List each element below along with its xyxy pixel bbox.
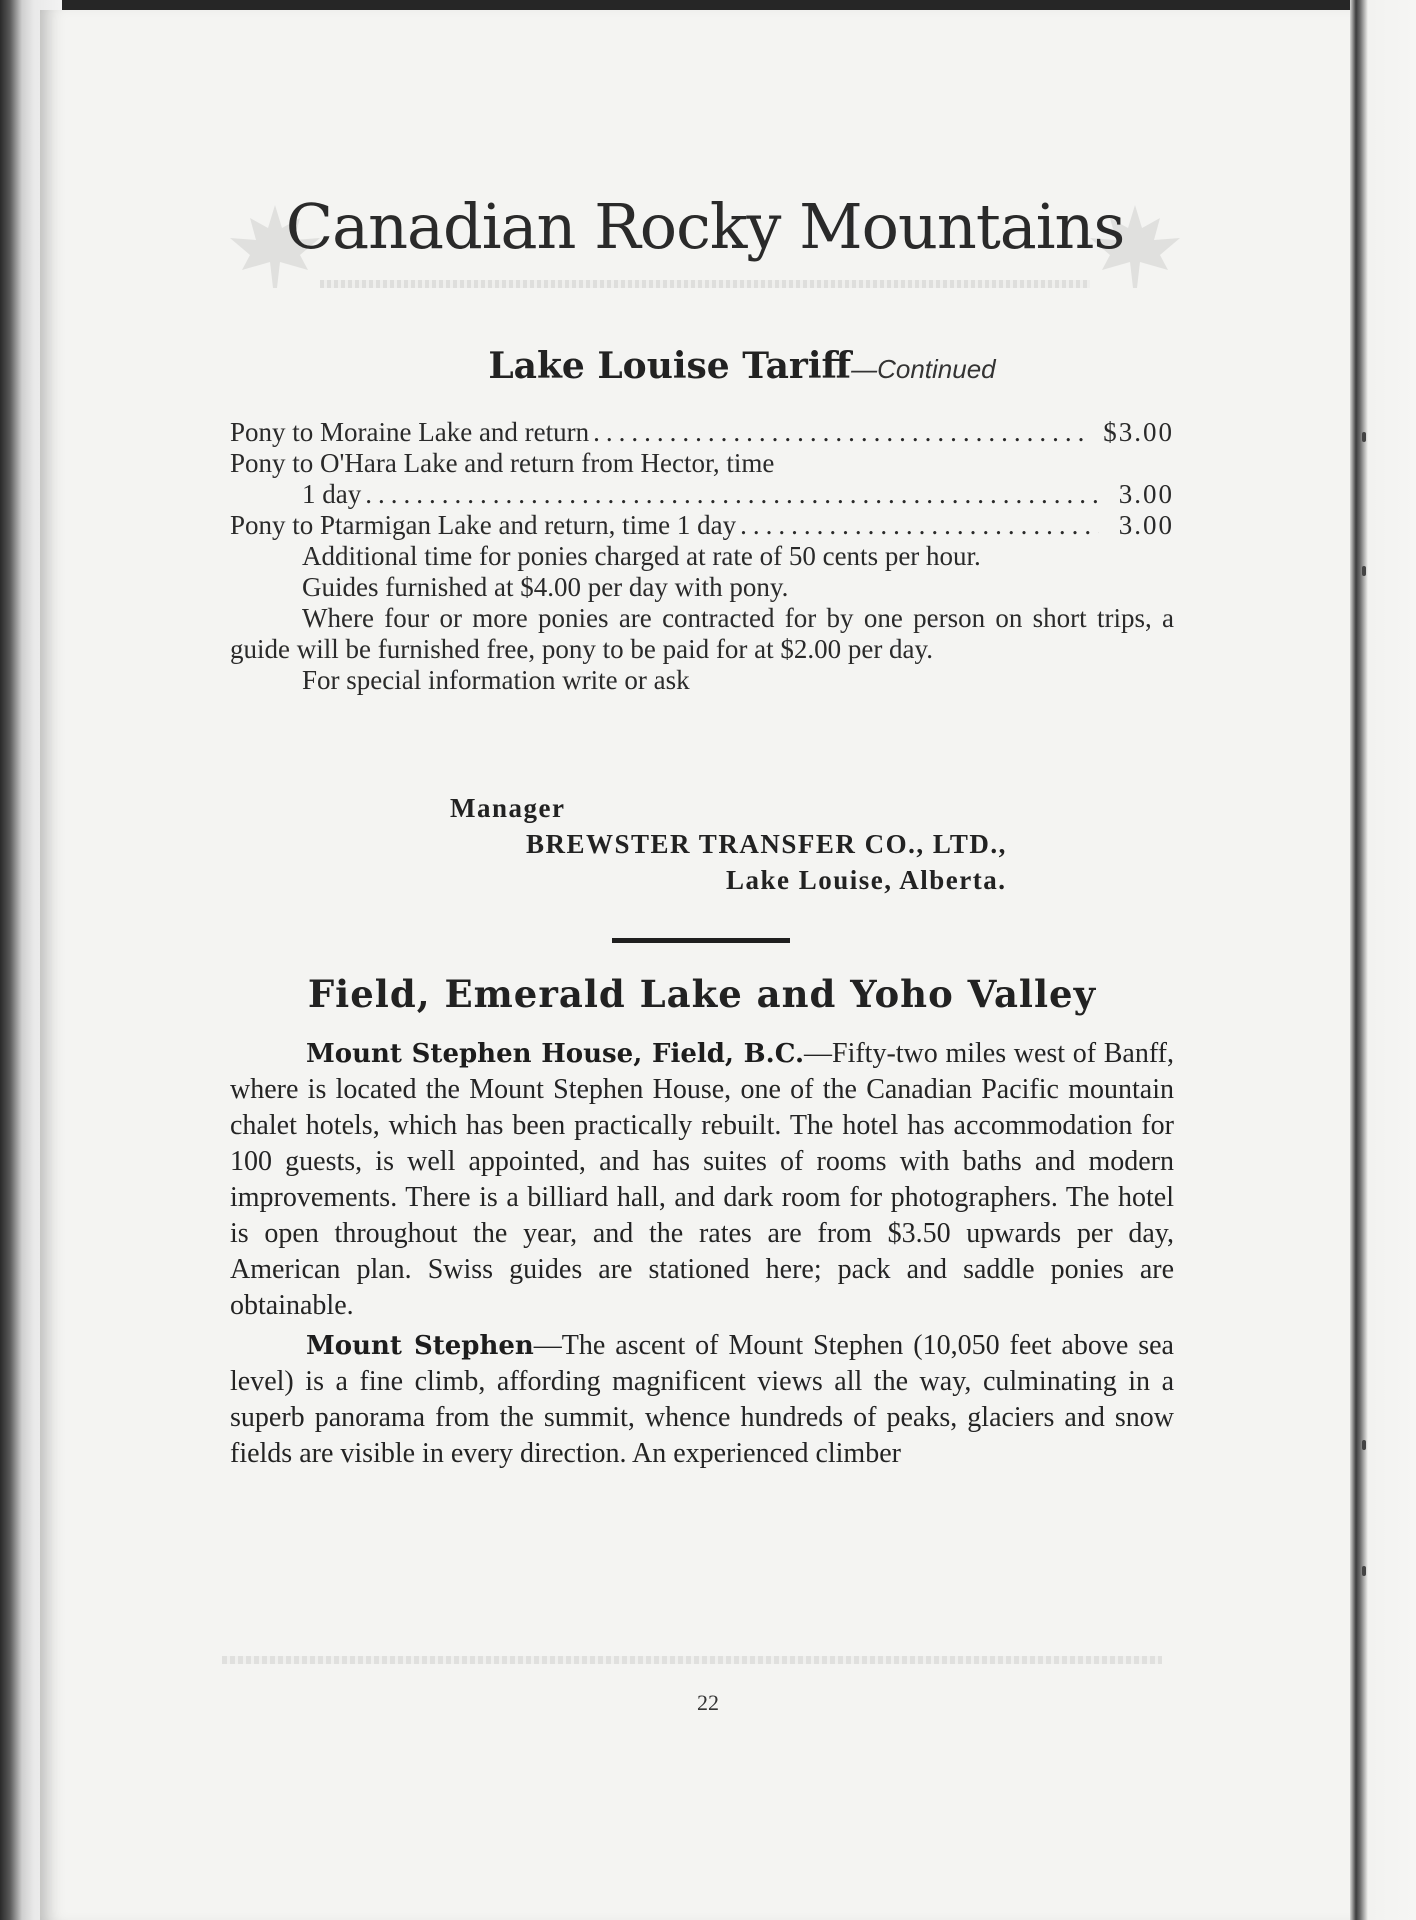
paragraph-lead: Mount Stephen House, Field, B.C.	[306, 1039, 804, 1069]
tariff-row	[230, 448, 1174, 479]
field-section-body	[230, 1036, 1174, 1472]
tariff-note: Where four or more ponies are contracted for by one person on short trips, a guide will be furnished free, pony to be paid for at $2.00 per day.	[230, 603, 1174, 664]
tariff-item-label: Pony to Moraine Lake and return	[230, 417, 590, 447]
tariff-title	[230, 345, 1214, 387]
binding-mark	[1362, 1440, 1366, 1450]
page-number: 22	[697, 1690, 719, 1715]
tariff-row	[230, 417, 1174, 448]
tariff-list	[230, 417, 1174, 696]
signature-title: Manager	[450, 793, 566, 823]
tariff-row	[230, 510, 1174, 541]
tariff-title-text: Lake Louise Tariff	[488, 345, 852, 387]
tariff-item-price: 3.00	[1118, 479, 1174, 509]
binding-mark	[1362, 566, 1366, 576]
tariff-item-label: Pony to Ptarmigan Lake and return, time 1 day	[230, 510, 737, 540]
page-header	[220, 180, 1190, 320]
tariff-item-label-cont: 1 day	[302, 479, 362, 509]
paragraph	[230, 1036, 1174, 1324]
paragraph-lead: Mount Stephen	[306, 1331, 534, 1361]
book-title: Canadian Rocky Mountains	[285, 190, 1125, 263]
decorative-rule	[320, 280, 1090, 288]
tariff-note: For special information write or ask	[302, 665, 690, 695]
paragraph-text: —The ascent of Mount Stephen (10,050 feet above sea level) is a fine climb, affording magnificent views all the way, culminating in a superb panorama from the summit, whence hundreds of peaks, glaciers and snow fields are visible in every direction. An experienced climber	[230, 1330, 1174, 1469]
decorative-rule	[222, 1656, 1162, 1664]
leader-dots	[589, 417, 1083, 448]
signature-block	[230, 790, 1174, 898]
tariff-row	[230, 479, 1174, 510]
tariff-item-price: 3.00	[1118, 510, 1174, 540]
paragraph	[230, 1328, 1174, 1472]
leader-dots	[361, 479, 1099, 510]
tariff-item-label: Pony to O'Hara Lake and return from Hector, time	[230, 448, 775, 478]
tariff-title-suffix: —Continued	[851, 354, 996, 384]
leader-dots	[736, 510, 1099, 541]
signature-location: Lake Louise, Alberta.	[726, 865, 1007, 895]
section-divider	[612, 938, 790, 943]
signature-company: BREWSTER TRANSFER CO., LTD.,	[526, 829, 1007, 859]
tariff-note: Guides furnished at $4.00 per day with pony.	[302, 572, 789, 602]
tariff-item-price: $3.00	[1103, 417, 1174, 447]
paragraph-text: —Fifty-two miles west of Banff, where is located the Mount Stephen House, one of the Canadian Pacific mountain chalet hotels, which has been practically rebuilt. The hotel has accommodation for 100 guests, is well appointed, and has suites of rooms with baths and modern improvements. There is a billiard hall, and dark room for photographers. The hotel is open throughout the year, and the rates are from $3.50 upwards per day, American plan. Swiss guides are stationed here; pack and saddle ponies are obtainable.	[230, 1038, 1174, 1321]
binding-mark	[1362, 1566, 1366, 1576]
book-binding	[1350, 0, 1416, 1920]
tariff-note: Additional time for ponies charged at rate of 50 cents per hour.	[302, 541, 981, 571]
field-section-title: Field, Emerald Lake and Yoho Valley	[307, 972, 1097, 1016]
binding-mark	[1362, 432, 1366, 442]
